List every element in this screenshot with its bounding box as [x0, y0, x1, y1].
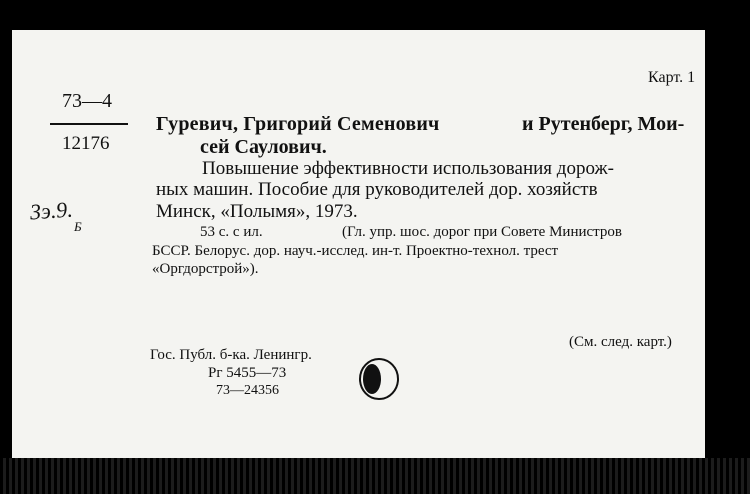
- accession-number: 12176: [62, 133, 110, 154]
- author-heading: Гуревич, Григорий Семенович: [156, 113, 440, 135]
- imprint: Минск, «Полымя», 1973.: [156, 201, 358, 222]
- card-bottom-edge: [0, 458, 750, 494]
- card-label: Карт. 1: [648, 69, 696, 86]
- collation-series: (Гл. упр. шос. дорог при Совете Министров: [342, 224, 622, 240]
- registration-code: Рг 5455—73: [208, 365, 287, 381]
- collation-pages: 53 с. с ил.: [200, 224, 263, 240]
- coauthor-heading: и Рутенберг, Мои-: [522, 113, 685, 135]
- index-divider: [50, 123, 128, 125]
- index-number: 73—4: [62, 90, 112, 112]
- title-line-1: Повышение эффективности использования дорож-: [202, 158, 614, 179]
- title-line-2: ных машин. Пособие для руководителей дор. хозяйств: [156, 179, 598, 200]
- collation-line-3: «Оргдорстрой»).: [152, 261, 259, 277]
- order-code: 73—24356: [216, 383, 279, 398]
- handwritten-shelfmark-sub: Б: [74, 219, 82, 234]
- handwritten-shelfmark: 3э.9.: [29, 196, 74, 225]
- see-next-card: (См. след. карт.): [569, 334, 672, 350]
- collation-line-2: БССР. Белорус. дор. науч.-исслед. ин-т. Проектно-технол. трест: [152, 243, 559, 259]
- ink-stamp-mark: [354, 356, 400, 402]
- coauthor-continuation: сей Саулович.: [200, 136, 327, 158]
- library-name: Гос. Публ. б-ка. Ленингр.: [150, 347, 312, 363]
